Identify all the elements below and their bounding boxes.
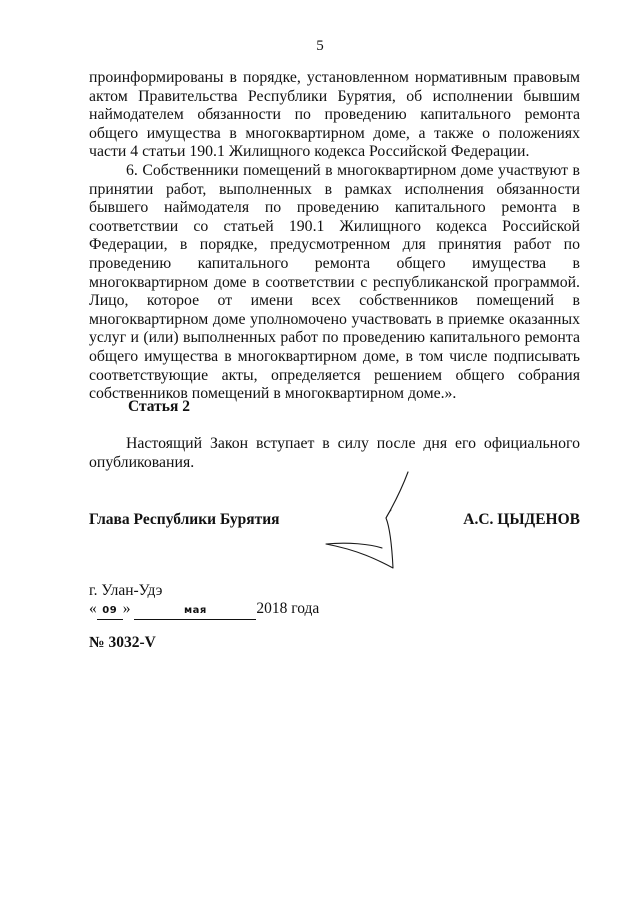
paragraph-entry-into-force: Настоящий Закон вступает в силу после дня его официального опубликования. bbox=[89, 435, 580, 471]
date-day-value: 09 bbox=[102, 605, 118, 616]
signer-name: А.С. ЦЫДЕНОВ bbox=[463, 511, 580, 528]
date-open-quote: « bbox=[89, 600, 97, 617]
document-number: № 3032-V bbox=[89, 634, 156, 651]
page-number: 5 bbox=[316, 38, 324, 54]
signer-title: Глава Республики Бурятия bbox=[89, 511, 280, 528]
signing-date bbox=[89, 600, 319, 620]
date-day-field bbox=[97, 601, 123, 620]
date-month-value: мая bbox=[183, 605, 207, 616]
handwritten-signature bbox=[318, 468, 418, 588]
paragraph-item-6: 6. Собственники помещений в многоквартирном доме участвуют в принятии работ, выполненных в рамках исполнения обязанности бывшего наймодателя по проведению капитального ремонта в соответствии со статьей 190.1 Жилищного кодекса Российской Федерации, в порядке, предусмотренном для принятия работ по проведению капитального ремонта общего имущества в многоквартирном доме в соответствии с республиканской программой. Лицо, которое от имени всех собственников помещений в многоквартирном доме уполномочено участвовать в приемке оказанных услуг и (или) выполненных работ по проведению капитального ремонта общего имущества в многоквартирном доме, в том числе подписывать соответствующие акты, определяется решением общего собрания собственников помещений в многоквартирном доме.». bbox=[89, 162, 580, 403]
date-close-quote: » bbox=[122, 600, 131, 617]
place-of-signing: г. Улан-Удэ bbox=[89, 582, 163, 599]
date-month-field bbox=[134, 601, 256, 620]
paragraph-continuation: проинформированы в порядке, установленном нормативным правовым актом Правительства Республики Бурятия, об исполнении бывшим наймодателем обязанности по проведению капитального ремонта общего имущества в многоквартирном доме, а также о положениях части 4 статьи 190.1 Жилищного кодекса Российской Федерации. bbox=[89, 69, 580, 161]
article-2-heading: Статья 2 bbox=[128, 398, 190, 415]
date-year: 2018 года bbox=[256, 600, 320, 617]
